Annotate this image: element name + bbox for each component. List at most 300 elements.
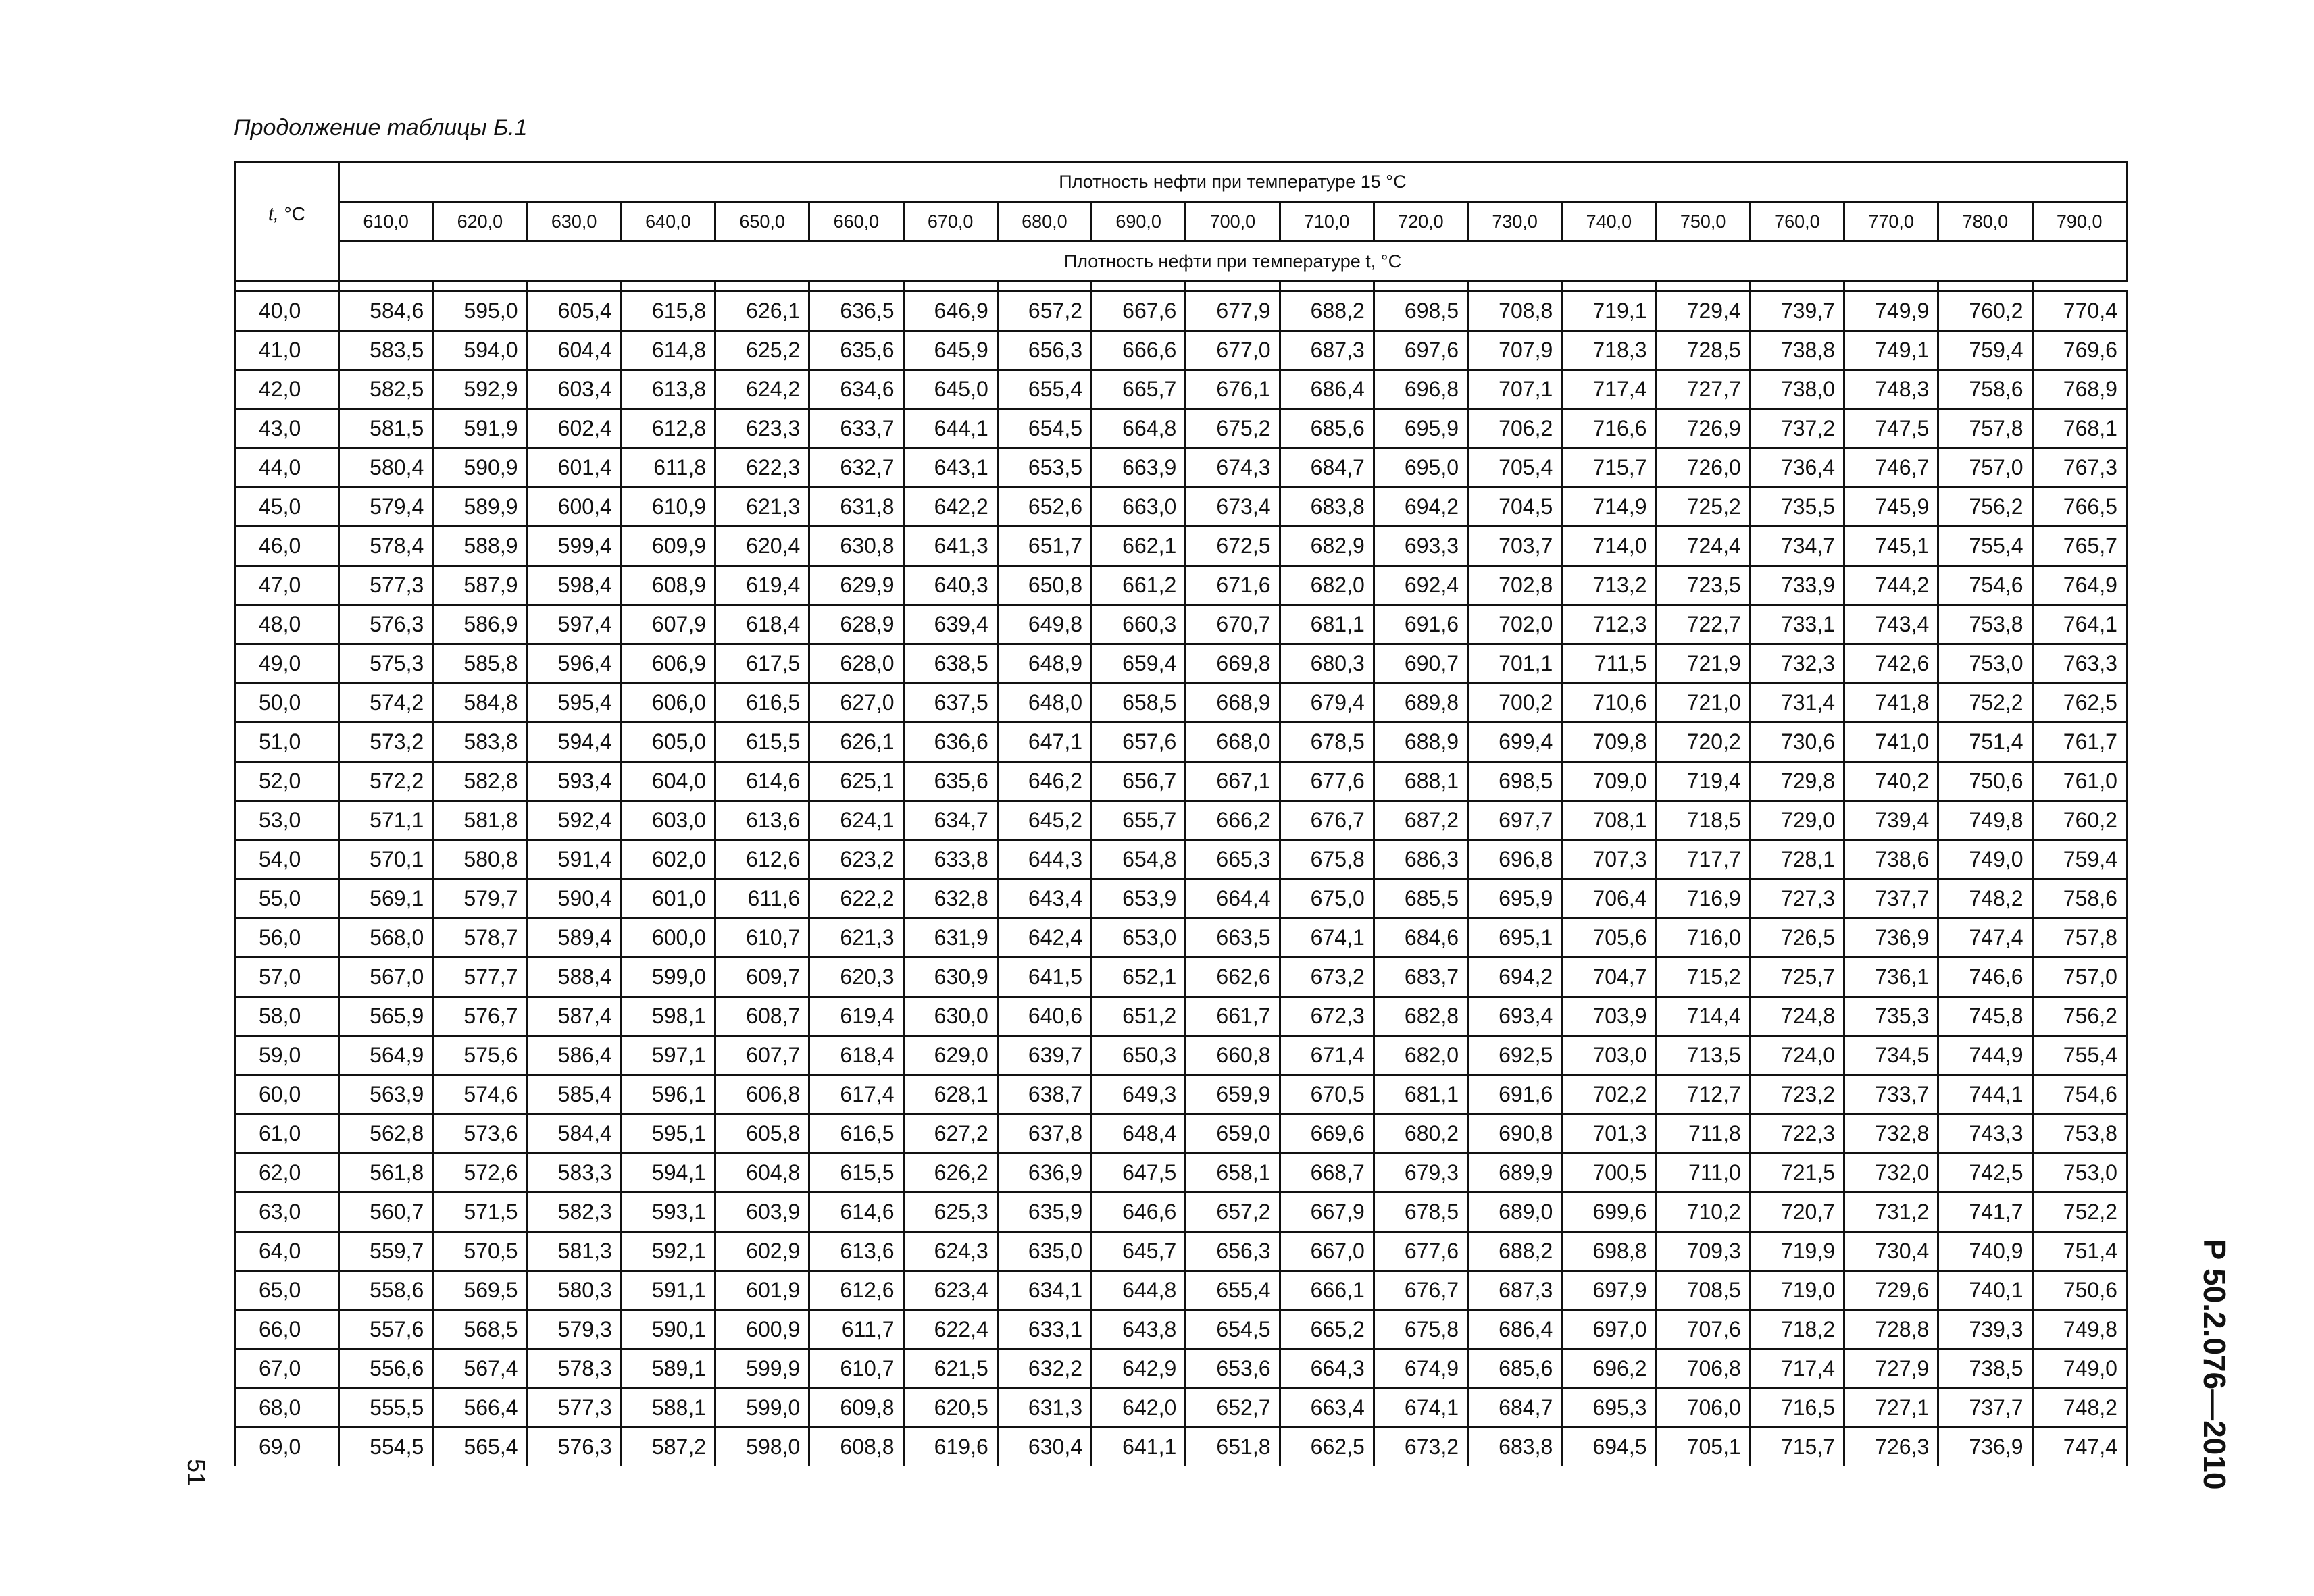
density-value-cell: 653,0 xyxy=(1092,919,1186,958)
density-value-cell: 653,6 xyxy=(1186,1349,1280,1389)
density-value-cell: 556,6 xyxy=(339,1349,433,1389)
density-value-cell: 701,3 xyxy=(1562,1114,1656,1154)
density-value-cell: 720,2 xyxy=(1656,723,1750,762)
density-value-cell: 766,5 xyxy=(2032,488,2126,527)
density-value-cell: 691,6 xyxy=(1374,605,1467,644)
density-value-cell: 614,8 xyxy=(621,331,715,370)
density-value-cell: 619,4 xyxy=(715,566,809,605)
density-value-cell: 573,2 xyxy=(339,723,433,762)
header-row-top xyxy=(235,162,2127,202)
density-value-cell: 606,9 xyxy=(621,644,715,684)
density-value-cell: 616,5 xyxy=(715,684,809,723)
density-value-cell: 599,0 xyxy=(715,1389,809,1428)
density-value-cell: 703,7 xyxy=(1468,527,1562,566)
density-value-cell: 621,5 xyxy=(903,1349,997,1389)
density-value-cell: 561,8 xyxy=(339,1154,433,1193)
gap-cell xyxy=(1750,282,1844,292)
density-value-cell: 738,6 xyxy=(1844,840,1938,879)
density-value-cell: 748,2 xyxy=(1938,879,2032,919)
density-value-cell: 729,6 xyxy=(1844,1271,1938,1310)
density-value-cell: 666,6 xyxy=(1092,331,1186,370)
density-value-cell: 596,4 xyxy=(527,644,621,684)
density-value-cell: 621,3 xyxy=(809,919,903,958)
density-value-cell: 677,9 xyxy=(1186,292,1280,331)
density-value-cell: 685,6 xyxy=(1280,409,1374,448)
header-gap-row xyxy=(235,282,2127,292)
density-value-cell: 723,2 xyxy=(1750,1075,1844,1114)
density-value-cell: 643,8 xyxy=(1092,1310,1186,1349)
density-value-cell: 667,1 xyxy=(1186,762,1280,801)
density-value-cell: 706,2 xyxy=(1468,409,1562,448)
density-value-cell: 587,4 xyxy=(527,997,621,1036)
density-value-cell: 665,7 xyxy=(1092,370,1186,409)
density-value-cell: 755,4 xyxy=(2032,1036,2126,1075)
density-value-cell: 632,8 xyxy=(903,879,997,919)
density-value-cell: 688,9 xyxy=(1374,723,1467,762)
table-row xyxy=(235,762,2127,801)
density-value-cell: 582,3 xyxy=(527,1193,621,1232)
density-value-cell: 697,6 xyxy=(1374,331,1467,370)
density-value-cell: 747,5 xyxy=(1844,409,1938,448)
density-value-cell: 615,8 xyxy=(621,292,715,331)
density-value-cell: 691,6 xyxy=(1468,1075,1562,1114)
density-value-cell: 612,6 xyxy=(809,1271,903,1310)
density-value-cell: 692,5 xyxy=(1468,1036,1562,1075)
density-value-cell: 695,1 xyxy=(1468,919,1562,958)
density-value-cell: 657,6 xyxy=(1092,723,1186,762)
density-value-cell: 625,2 xyxy=(715,331,809,370)
table-row xyxy=(235,1036,2127,1075)
table-row xyxy=(235,997,2127,1036)
density-value-cell: 592,9 xyxy=(433,370,527,409)
temperature-cell: 57,0 xyxy=(235,958,339,997)
density-value-cell: 711,8 xyxy=(1656,1114,1750,1154)
density-value-cell: 713,5 xyxy=(1656,1036,1750,1075)
density-value-cell: 759,4 xyxy=(1938,331,2032,370)
density-value-cell: 607,9 xyxy=(621,605,715,644)
density-value-cell: 695,9 xyxy=(1468,879,1562,919)
density-value-cell: 587,2 xyxy=(621,1428,715,1466)
density-value-cell: 698,8 xyxy=(1562,1232,1656,1271)
density-value-cell: 643,1 xyxy=(903,448,997,488)
density-value-cell: 645,9 xyxy=(903,331,997,370)
density-value-cell: 673,4 xyxy=(1186,488,1280,527)
density-value-cell: 717,4 xyxy=(1562,370,1656,409)
density-value-cell: 564,9 xyxy=(339,1036,433,1075)
density-value-cell: 669,6 xyxy=(1280,1114,1374,1154)
density-value-cell: 606,0 xyxy=(621,684,715,723)
density-value-cell: 615,5 xyxy=(715,723,809,762)
density-value-cell: 745,8 xyxy=(1938,997,2032,1036)
density-value-cell: 638,7 xyxy=(997,1075,1091,1114)
density-value-cell: 728,5 xyxy=(1656,331,1750,370)
density-value-cell: 604,8 xyxy=(715,1154,809,1193)
density-value-cell: 644,8 xyxy=(1092,1271,1186,1310)
density-value-cell: 748,2 xyxy=(2032,1389,2126,1428)
density-value-cell: 629,9 xyxy=(809,566,903,605)
density-value-cell: 728,1 xyxy=(1750,840,1844,879)
density-value-cell: 628,9 xyxy=(809,605,903,644)
temperature-cell: 64,0 xyxy=(235,1232,339,1271)
density-value-cell: 683,7 xyxy=(1374,958,1467,997)
density-value-cell: 580,3 xyxy=(527,1271,621,1310)
density-value-cell: 735,3 xyxy=(1844,997,1938,1036)
density-value-cell: 676,1 xyxy=(1186,370,1280,409)
density-value-cell: 612,8 xyxy=(621,409,715,448)
density-value-cell: 662,5 xyxy=(1280,1428,1374,1466)
density-value-cell: 674,9 xyxy=(1374,1349,1467,1389)
density-value-cell: 568,5 xyxy=(433,1310,527,1349)
density-value-cell: 603,9 xyxy=(715,1193,809,1232)
density-value-cell: 572,2 xyxy=(339,762,433,801)
density-value-cell: 704,7 xyxy=(1562,958,1656,997)
density-value-cell: 744,1 xyxy=(1938,1075,2032,1114)
column-header-density: 680,0 xyxy=(997,202,1091,242)
density-value-cell: 580,4 xyxy=(339,448,433,488)
density-value-cell: 683,8 xyxy=(1280,488,1374,527)
temperature-cell: 55,0 xyxy=(235,879,339,919)
density-value-cell: 614,6 xyxy=(715,762,809,801)
column-header-density: 750,0 xyxy=(1656,202,1750,242)
temperature-cell: 40,0 xyxy=(235,292,339,331)
density-value-cell: 634,7 xyxy=(903,801,997,840)
density-value-cell: 631,9 xyxy=(903,919,997,958)
density-value-cell: 694,2 xyxy=(1468,958,1562,997)
temperature-cell: 56,0 xyxy=(235,919,339,958)
density-value-cell: 598,1 xyxy=(621,997,715,1036)
density-value-cell: 648,4 xyxy=(1092,1114,1186,1154)
density-value-cell: 588,1 xyxy=(621,1389,715,1428)
density-value-cell: 754,6 xyxy=(2032,1075,2126,1114)
temperature-cell: 42,0 xyxy=(235,370,339,409)
table-row xyxy=(235,292,2127,331)
density-value-cell: 696,8 xyxy=(1468,840,1562,879)
density-value-cell: 599,0 xyxy=(621,958,715,997)
density-value-cell: 605,4 xyxy=(527,292,621,331)
density-value-cell: 737,7 xyxy=(1844,879,1938,919)
density-value-cell: 726,5 xyxy=(1750,919,1844,958)
density-value-cell: 613,6 xyxy=(809,1232,903,1271)
density-value-cell: 558,6 xyxy=(339,1271,433,1310)
density-value-cell: 717,7 xyxy=(1656,840,1750,879)
temperature-cell: 66,0 xyxy=(235,1310,339,1349)
column-header-density: 770,0 xyxy=(1844,202,1938,242)
density-value-cell: 634,1 xyxy=(997,1271,1091,1310)
temperature-cell: 51,0 xyxy=(235,723,339,762)
density-value-cell: 682,0 xyxy=(1374,1036,1467,1075)
density-value-cell: 708,8 xyxy=(1468,292,1562,331)
density-value-cell: 725,7 xyxy=(1750,958,1844,997)
density-value-cell: 686,4 xyxy=(1468,1310,1562,1349)
density-value-cell: 669,8 xyxy=(1186,644,1280,684)
density-value-cell: 746,6 xyxy=(1938,958,2032,997)
density-value-cell: 689,9 xyxy=(1468,1154,1562,1193)
density-value-cell: 654,8 xyxy=(1092,840,1186,879)
gap-cell xyxy=(903,282,997,292)
density-value-cell: 578,3 xyxy=(527,1349,621,1389)
density-value-cell: 702,8 xyxy=(1468,566,1562,605)
density-value-cell: 715,7 xyxy=(1750,1428,1844,1466)
density-value-cell: 724,8 xyxy=(1750,997,1844,1036)
density-value-cell: 695,9 xyxy=(1374,409,1467,448)
density-value-cell: 736,9 xyxy=(1844,919,1938,958)
density-value-cell: 749,0 xyxy=(1938,840,2032,879)
density-value-cell: 727,9 xyxy=(1844,1349,1938,1389)
density-value-cell: 581,5 xyxy=(339,409,433,448)
density-value-cell: 734,7 xyxy=(1750,527,1844,566)
density-value-cell: 741,8 xyxy=(1844,684,1938,723)
density-value-cell: 719,9 xyxy=(1750,1232,1844,1271)
column-header-density: 780,0 xyxy=(1938,202,2032,242)
table-row xyxy=(235,958,2127,997)
density-value-cell: 559,7 xyxy=(339,1232,433,1271)
density-value-cell: 680,3 xyxy=(1280,644,1374,684)
density-value-cell: 692,4 xyxy=(1374,566,1467,605)
density-value-cell: 770,4 xyxy=(2032,292,2126,331)
density-value-cell: 630,4 xyxy=(997,1428,1091,1466)
density-value-cell: 586,4 xyxy=(527,1036,621,1075)
density-value-cell: 675,0 xyxy=(1280,879,1374,919)
density-value-cell: 738,5 xyxy=(1938,1349,2032,1389)
density-value-cell: 590,4 xyxy=(527,879,621,919)
density-value-cell: 719,0 xyxy=(1750,1271,1844,1310)
density-value-cell: 720,7 xyxy=(1750,1193,1844,1232)
density-value-cell: 661,7 xyxy=(1186,997,1280,1036)
density-value-cell: 670,5 xyxy=(1280,1075,1374,1114)
density-value-cell: 650,8 xyxy=(997,566,1091,605)
header-row-columns xyxy=(235,202,2127,242)
density-value-cell: 676,7 xyxy=(1280,801,1374,840)
density-value-cell: 579,4 xyxy=(339,488,433,527)
density-value-cell: 733,7 xyxy=(1844,1075,1938,1114)
density-value-cell: 737,2 xyxy=(1750,409,1844,448)
density-value-cell: 668,0 xyxy=(1186,723,1280,762)
density-value-cell: 584,6 xyxy=(339,292,433,331)
density-value-cell: 758,6 xyxy=(1938,370,2032,409)
density-value-cell: 742,6 xyxy=(1844,644,1938,684)
density-value-cell: 623,4 xyxy=(903,1271,997,1310)
density-value-cell: 591,4 xyxy=(527,840,621,879)
density-value-cell: 723,5 xyxy=(1656,566,1750,605)
density-value-cell: 645,2 xyxy=(997,801,1091,840)
temperature-cell: 48,0 xyxy=(235,605,339,644)
density-value-cell: 622,4 xyxy=(903,1310,997,1349)
density-value-cell: 628,1 xyxy=(903,1075,997,1114)
density-value-cell: 624,1 xyxy=(809,801,903,840)
density-value-cell: 711,5 xyxy=(1562,644,1656,684)
density-value-cell: 661,2 xyxy=(1092,566,1186,605)
density-value-cell: 740,9 xyxy=(1938,1232,2032,1271)
density-value-cell: 585,4 xyxy=(527,1075,621,1114)
density-value-cell: 717,4 xyxy=(1750,1349,1844,1389)
density-value-cell: 626,1 xyxy=(809,723,903,762)
density-value-cell: 567,4 xyxy=(433,1349,527,1389)
density-value-cell: 619,6 xyxy=(903,1428,997,1466)
density-value-cell: 627,2 xyxy=(903,1114,997,1154)
document-code-text: Р 50.2.076—2010 xyxy=(2197,1239,2232,1490)
density-value-cell: 577,7 xyxy=(433,958,527,997)
density-value-cell: 734,5 xyxy=(1844,1036,1938,1075)
temperature-symbol: t, xyxy=(268,203,279,224)
density-value-cell: 732,0 xyxy=(1844,1154,1938,1193)
density-value-cell: 703,0 xyxy=(1562,1036,1656,1075)
density-value-cell: 605,8 xyxy=(715,1114,809,1154)
density-value-cell: 722,3 xyxy=(1750,1114,1844,1154)
gap-cell xyxy=(1186,282,1280,292)
density-value-cell: 567,0 xyxy=(339,958,433,997)
density-value-cell: 587,9 xyxy=(433,566,527,605)
density-value-cell: 591,9 xyxy=(433,409,527,448)
density-value-cell: 682,0 xyxy=(1280,566,1374,605)
density-value-cell: 749,8 xyxy=(1938,801,2032,840)
density-value-cell: 571,1 xyxy=(339,801,433,840)
density-value-cell: 675,2 xyxy=(1186,409,1280,448)
density-value-cell: 673,2 xyxy=(1374,1428,1467,1466)
density-value-cell: 645,0 xyxy=(903,370,997,409)
density-value-cell: 678,5 xyxy=(1280,723,1374,762)
density-value-cell: 579,7 xyxy=(433,879,527,919)
density-value-cell: 742,5 xyxy=(1938,1154,2032,1193)
density-value-cell: 635,0 xyxy=(997,1232,1091,1271)
density-value-cell: 627,0 xyxy=(809,684,903,723)
density-value-cell: 617,4 xyxy=(809,1075,903,1114)
density-value-cell: 730,4 xyxy=(1844,1232,1938,1271)
density-value-cell: 753,0 xyxy=(2032,1154,2126,1193)
density-value-cell: 697,9 xyxy=(1562,1271,1656,1310)
temperature-cell: 62,0 xyxy=(235,1154,339,1193)
density-value-cell: 637,5 xyxy=(903,684,997,723)
temperature-cell: 65,0 xyxy=(235,1271,339,1310)
gap-cell xyxy=(621,282,715,292)
density-value-cell: 574,2 xyxy=(339,684,433,723)
density-value-cell: 641,1 xyxy=(1092,1428,1186,1466)
density-value-cell: 698,5 xyxy=(1468,762,1562,801)
density-value-cell: 683,8 xyxy=(1468,1428,1562,1466)
density-value-cell: 736,4 xyxy=(1750,448,1844,488)
density-value-cell: 753,0 xyxy=(1938,644,2032,684)
density-value-cell: 765,7 xyxy=(2032,527,2126,566)
temperature-cell: 68,0 xyxy=(235,1389,339,1428)
density-value-cell: 662,1 xyxy=(1092,527,1186,566)
density-value-cell: 677,0 xyxy=(1186,331,1280,370)
density-value-cell: 752,2 xyxy=(1938,684,2032,723)
density-value-cell: 754,6 xyxy=(1938,566,2032,605)
density-value-cell: 639,7 xyxy=(997,1036,1091,1075)
density-value-cell: 608,7 xyxy=(715,997,809,1036)
density-value-cell: 609,8 xyxy=(809,1389,903,1428)
density-value-cell: 660,3 xyxy=(1092,605,1186,644)
table-row xyxy=(235,1114,2127,1154)
density-value-cell: 732,8 xyxy=(1844,1114,1938,1154)
density-value-cell: 578,4 xyxy=(339,527,433,566)
density-value-cell: 652,6 xyxy=(997,488,1091,527)
density-value-cell: 756,2 xyxy=(2032,997,2126,1036)
density-value-cell: 671,6 xyxy=(1186,566,1280,605)
column-header-density: 740,0 xyxy=(1562,202,1656,242)
density-value-cell: 682,8 xyxy=(1374,997,1467,1036)
density-value-cell: 563,9 xyxy=(339,1075,433,1114)
table-row xyxy=(235,448,2127,488)
density-value-cell: 736,9 xyxy=(1938,1428,2032,1466)
density-value-cell: 651,8 xyxy=(1186,1428,1280,1466)
density-value-cell: 663,4 xyxy=(1280,1389,1374,1428)
density-value-cell: 636,6 xyxy=(903,723,997,762)
density-value-cell: 749,0 xyxy=(2032,1349,2126,1389)
density-value-cell: 613,8 xyxy=(621,370,715,409)
density-value-cell: 589,1 xyxy=(621,1349,715,1389)
density-value-cell: 652,1 xyxy=(1092,958,1186,997)
density-value-cell: 592,1 xyxy=(621,1232,715,1271)
density-value-cell: 610,7 xyxy=(809,1349,903,1389)
density-value-cell: 635,6 xyxy=(903,762,997,801)
density-value-cell: 608,8 xyxy=(809,1428,903,1466)
temperature-cell: 44,0 xyxy=(235,448,339,488)
density-value-cell: 743,3 xyxy=(1938,1114,2032,1154)
density-value-cell: 634,6 xyxy=(809,370,903,409)
density-value-cell: 614,6 xyxy=(809,1193,903,1232)
gap-cell xyxy=(339,282,433,292)
density-value-cell: 569,5 xyxy=(433,1271,527,1310)
density-value-cell: 753,8 xyxy=(1938,605,2032,644)
density-value-cell: 647,1 xyxy=(997,723,1091,762)
density-value-cell: 623,3 xyxy=(715,409,809,448)
density-value-cell: 668,7 xyxy=(1280,1154,1374,1193)
density-value-cell: 576,3 xyxy=(339,605,433,644)
density-value-cell: 633,1 xyxy=(997,1310,1091,1349)
column-header-density: 720,0 xyxy=(1374,202,1467,242)
temperature-cell: 41,0 xyxy=(235,331,339,370)
density-value-cell: 727,7 xyxy=(1656,370,1750,409)
density-value-cell: 695,0 xyxy=(1374,448,1467,488)
density-value-cell: 745,1 xyxy=(1844,527,1938,566)
density-value-cell: 664,4 xyxy=(1186,879,1280,919)
density-value-cell: 599,4 xyxy=(527,527,621,566)
column-header-density: 610,0 xyxy=(339,202,433,242)
density-value-cell: 752,2 xyxy=(2032,1193,2126,1232)
density-value-cell: 681,1 xyxy=(1280,605,1374,644)
density-value-cell: 674,1 xyxy=(1280,919,1374,958)
density-value-cell: 588,4 xyxy=(527,958,621,997)
density-value-cell: 657,2 xyxy=(1186,1193,1280,1232)
density-value-cell: 700,5 xyxy=(1562,1154,1656,1193)
density-value-cell: 689,8 xyxy=(1374,684,1467,723)
density-value-cell: 757,0 xyxy=(2032,958,2126,997)
temperature-cell: 67,0 xyxy=(235,1349,339,1389)
density-value-cell: 738,8 xyxy=(1750,331,1844,370)
page-number-text: 51 xyxy=(182,1458,210,1487)
density-value-cell: 741,7 xyxy=(1938,1193,2032,1232)
density-value-cell: 712,7 xyxy=(1656,1075,1750,1114)
density-value-cell: 757,8 xyxy=(2032,919,2126,958)
density-value-cell: 763,3 xyxy=(2032,644,2126,684)
density-value-cell: 570,5 xyxy=(433,1232,527,1271)
density-value-cell: 659,0 xyxy=(1186,1114,1280,1154)
density-value-cell: 667,6 xyxy=(1092,292,1186,331)
density-value-cell: 642,9 xyxy=(1092,1349,1186,1389)
table-row xyxy=(235,488,2127,527)
table-row xyxy=(235,1193,2127,1232)
density-value-cell: 718,3 xyxy=(1562,331,1656,370)
column-header-density: 690,0 xyxy=(1092,202,1186,242)
density-value-cell: 694,2 xyxy=(1374,488,1467,527)
density-value-cell: 749,1 xyxy=(1844,331,1938,370)
density-value-cell: 769,6 xyxy=(2032,331,2126,370)
table-caption: Продолжение таблицы Б.1 xyxy=(234,115,528,140)
density-value-cell: 597,1 xyxy=(621,1036,715,1075)
density-value-cell: 685,5 xyxy=(1374,879,1467,919)
temperature-cell: 69,0 xyxy=(235,1428,339,1466)
density-value-cell: 632,7 xyxy=(809,448,903,488)
